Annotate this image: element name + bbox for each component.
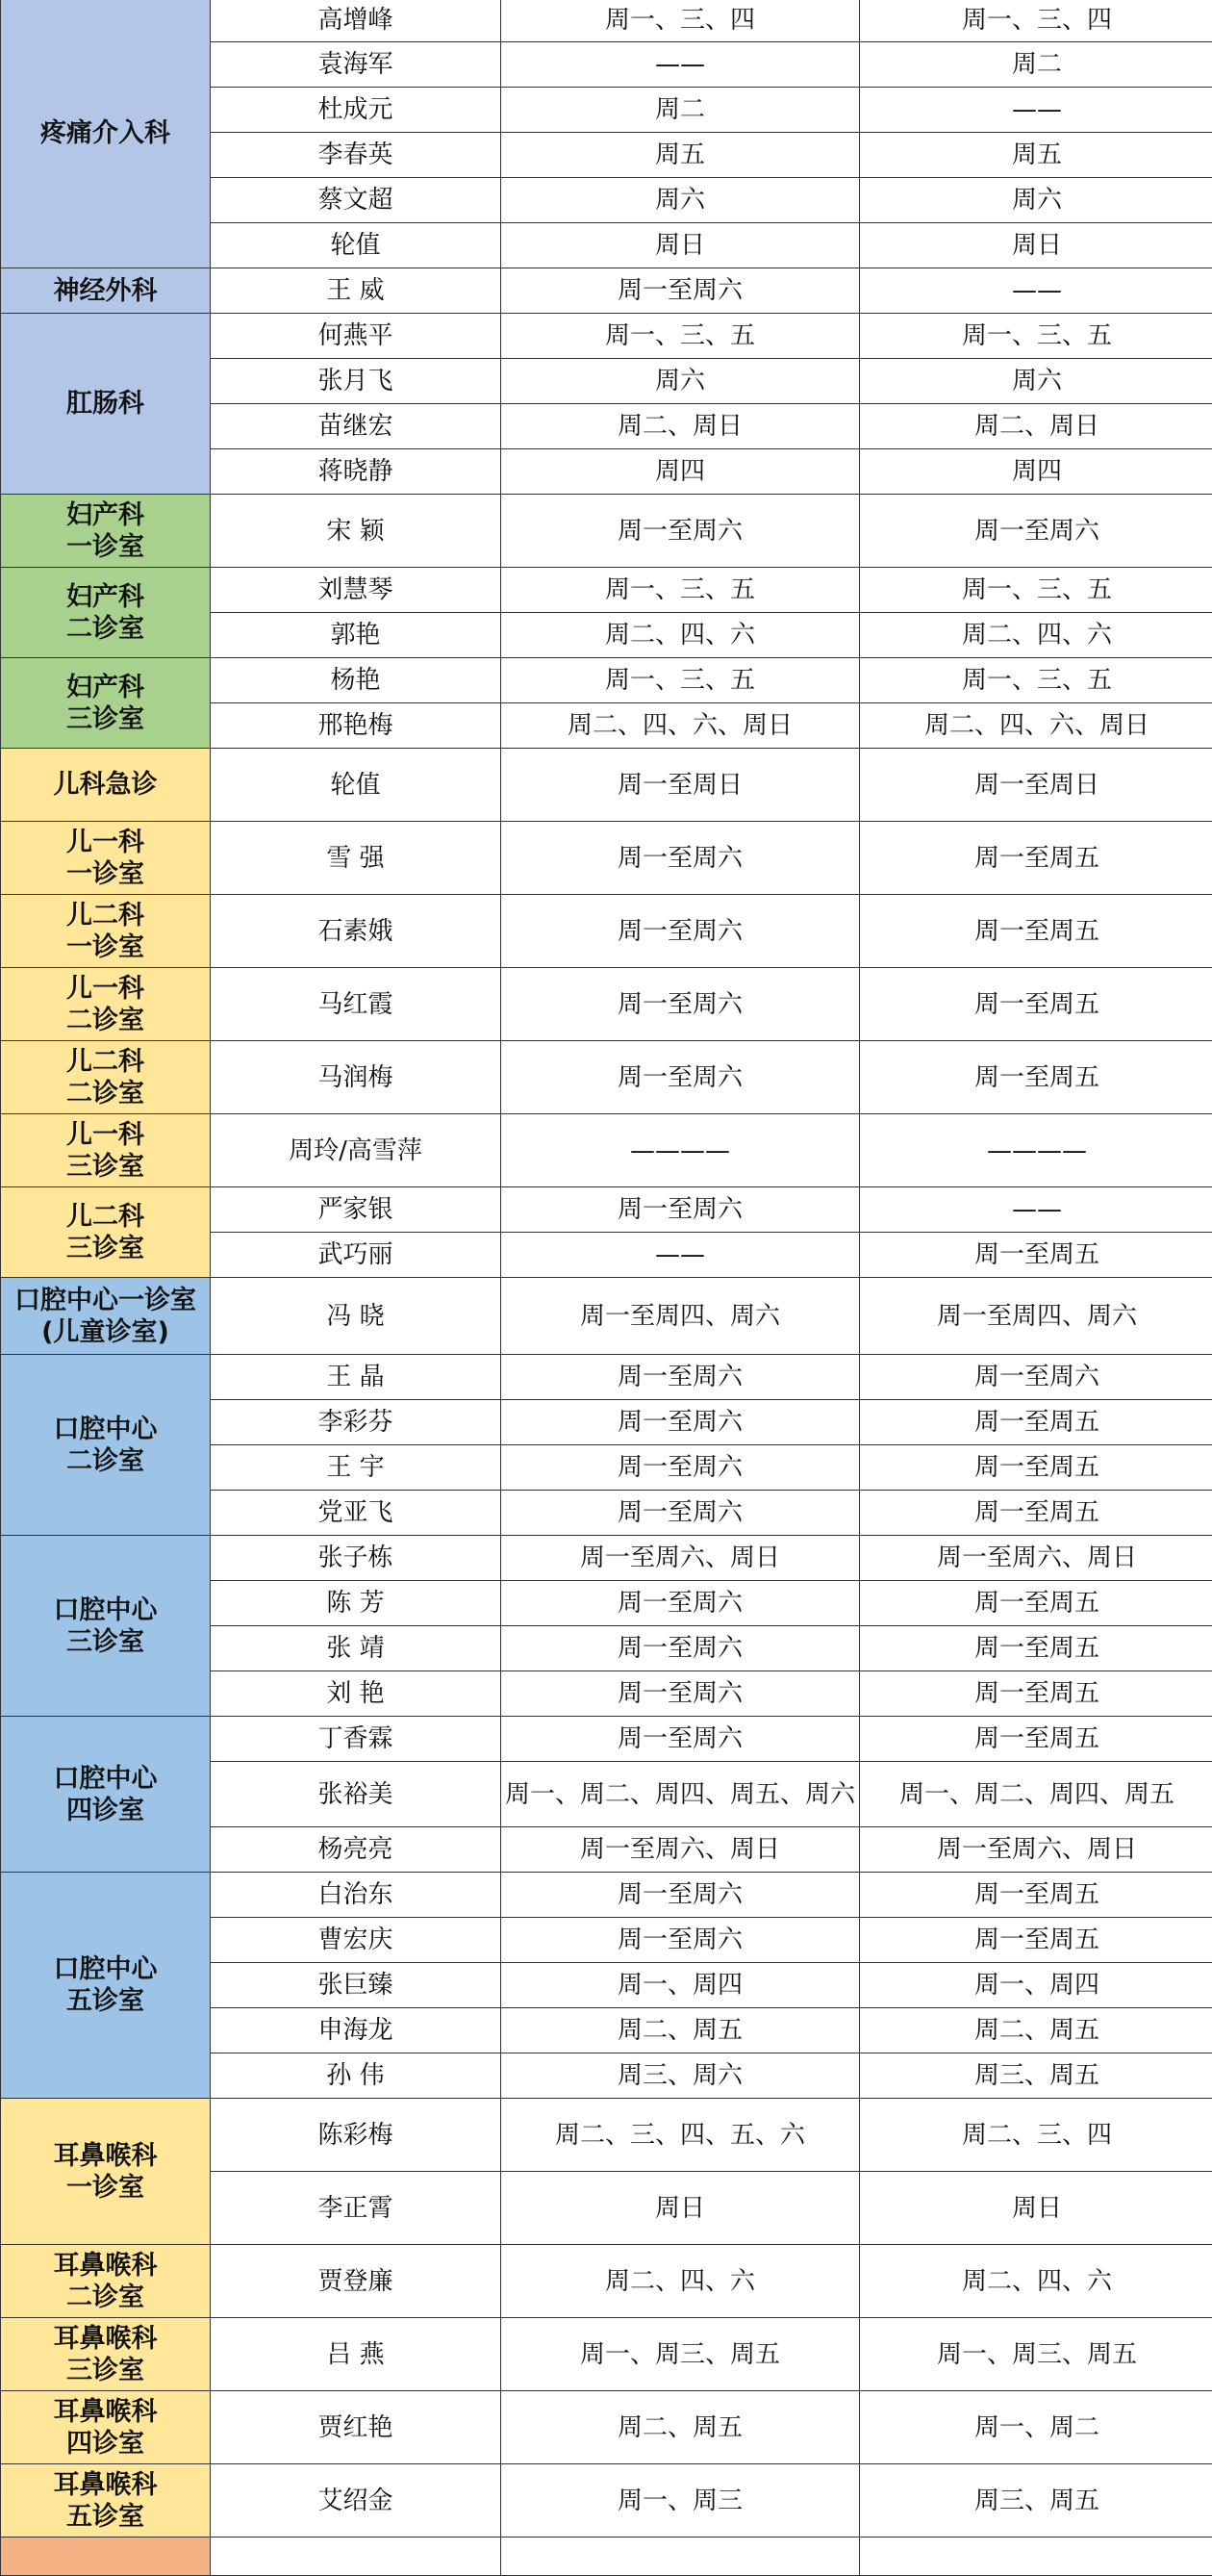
department-cell [1, 2538, 211, 2576]
doctor-name-cell: 马红霞 [211, 968, 501, 1041]
schedule-cell-1: 周一、三、四 [501, 0, 860, 42]
doctor-name-cell: 蒋晓静 [211, 449, 501, 495]
department-cell: 儿一科 一诊室 [1, 822, 211, 895]
department-cell: 儿一科 三诊室 [1, 1114, 211, 1187]
schedule-cell-1: 周五 [501, 133, 860, 178]
doctor-name-cell: 李彩芬 [211, 1400, 501, 1445]
schedule-cell-1: 周一至周六 [501, 1918, 860, 1963]
schedule-cell-2: 周一至周五 [860, 1233, 1212, 1278]
schedule-cell-2: 周一至周五 [860, 1717, 1212, 1762]
table-row [1, 314, 1212, 359]
schedule-cell-2: 周一至周五 [860, 1445, 1212, 1491]
schedule-cell-1: 周一、三、五 [501, 314, 860, 359]
schedule-cell-1: 周二 [501, 88, 860, 133]
schedule-cell-2: —— [860, 88, 1212, 133]
table-row [1, 968, 1212, 1041]
schedule-cell-1: 周一至周六 [501, 1445, 860, 1491]
department-cell: 儿一科 二诊室 [1, 968, 211, 1041]
doctor-name-cell: 吕 燕 [211, 2318, 501, 2391]
schedule-cell-1: 周一至周六 [501, 1355, 860, 1400]
schedule-cell-1: 周一、周三、周五 [501, 2318, 860, 2391]
department-cell: 疼痛介入科 [1, 0, 211, 268]
schedule-cell-1: 周二、周日 [501, 404, 860, 449]
department-cell: 耳鼻喉科 四诊室 [1, 2391, 211, 2464]
doctor-name-cell: 冯 晓 [211, 1278, 501, 1355]
schedule-cell-1: 周一至周六 [501, 1626, 860, 1671]
doctor-name-cell [211, 2538, 501, 2576]
schedule-cell-2: 周六 [860, 359, 1212, 404]
schedule-cell-2: 周一、三、五 [860, 658, 1212, 703]
doctor-name-cell: 陈彩梅 [211, 2099, 501, 2172]
doctor-name-cell: 郭艳 [211, 613, 501, 658]
schedule-cell-2: 周一、三、五 [860, 314, 1212, 359]
schedule-cell-2: 周二、四、六 [860, 2245, 1212, 2318]
doctor-name-cell: 蔡文超 [211, 178, 501, 223]
table-row [1, 2538, 1212, 2576]
schedule-cell-2: 周一、周二 [860, 2391, 1212, 2464]
schedule-cell-2: 周一至周五 [860, 1400, 1212, 1445]
doctor-name-cell: 宋 颖 [211, 495, 501, 568]
table-row [1, 1717, 1212, 1762]
table-row [1, 2464, 1212, 2538]
table-row [1, 2245, 1212, 2318]
doctor-name-cell: 袁海军 [211, 42, 501, 88]
schedule-cell-1: 周六 [501, 178, 860, 223]
schedule-cell-2: 周一、周三、周五 [860, 2318, 1212, 2391]
doctor-name-cell: 丁香霖 [211, 1717, 501, 1762]
schedule-cell-1: 周一至周六 [501, 968, 860, 1041]
schedule-cell-1: 周一、周四 [501, 1963, 860, 2008]
schedule-cell-2: 周一至周五 [860, 1918, 1212, 1963]
doctor-name-cell: 石素娥 [211, 895, 501, 968]
doctor-name-cell: 轮值 [211, 749, 501, 822]
schedule-cell-1: 周一至周六 [501, 1873, 860, 1918]
department-cell: 耳鼻喉科 一诊室 [1, 2099, 211, 2245]
schedule-cell-2: 周一至周六、周日 [860, 1827, 1212, 1873]
doctor-name-cell: 刘慧琴 [211, 568, 501, 613]
schedule-cell-1: 周二、周五 [501, 2008, 860, 2053]
schedule-cell-1: 周二、三、四、五、六 [501, 2099, 860, 2172]
doctor-name-cell: 张巨臻 [211, 1963, 501, 2008]
table-row [1, 2318, 1212, 2391]
doctor-name-cell: 武巧丽 [211, 1233, 501, 1278]
schedule-cell-1: 周一至周六 [501, 1717, 860, 1762]
department-cell: 儿二科 二诊室 [1, 1041, 211, 1114]
department-cell: 耳鼻喉科 三诊室 [1, 2318, 211, 2391]
schedule-cell-2: 周一至周六、周日 [860, 1536, 1212, 1581]
schedule-cell-1: 周四 [501, 449, 860, 495]
table-row [1, 0, 1212, 42]
schedule-cell-1: ———— [501, 1114, 860, 1187]
schedule-cell-1: 周一至周六 [501, 1491, 860, 1536]
doctor-name-cell: 轮值 [211, 223, 501, 268]
schedule-cell-2: 周一、三、五 [860, 568, 1212, 613]
department-cell: 儿二科 一诊室 [1, 895, 211, 968]
schedule-cell-1: 周一至周六 [501, 822, 860, 895]
schedule-cell-1: 周一至周六 [501, 1671, 860, 1717]
department-cell: 肛肠科 [1, 314, 211, 495]
department-cell: 耳鼻喉科 五诊室 [1, 2464, 211, 2538]
schedule-cell-1: 周一、三、五 [501, 568, 860, 613]
table-row [1, 268, 1212, 314]
doctor-name-cell: 张子栋 [211, 1536, 501, 1581]
schedule-cell-1: 周一至周六 [501, 895, 860, 968]
schedule-cell-2: 周二、四、六、周日 [860, 703, 1212, 749]
schedule-cell-2: 周二、周五 [860, 2008, 1212, 2053]
table-row [1, 495, 1212, 568]
schedule-cell-2: 周一、三、四 [860, 0, 1212, 42]
doctor-name-cell: 党亚飞 [211, 1491, 501, 1536]
doctor-name-cell: 曹宏庆 [211, 1918, 501, 1963]
schedule-cell-2: 周一至周五 [860, 1491, 1212, 1536]
schedule-cell-2: 周一至周四、周六 [860, 1278, 1212, 1355]
schedule-cell-1: 周六 [501, 359, 860, 404]
schedule-cell-1: 周三、周六 [501, 2053, 860, 2099]
department-cell: 妇产科 三诊室 [1, 658, 211, 749]
schedule-cell-2: 周五 [860, 133, 1212, 178]
schedule-cell-2: 周一至周五 [860, 1873, 1212, 1918]
doctor-name-cell: 严家银 [211, 1187, 501, 1233]
doctor-name-cell: 白治东 [211, 1873, 501, 1918]
table-row [1, 749, 1212, 822]
table-row [1, 2099, 1212, 2172]
doctor-name-cell: 刘 艳 [211, 1671, 501, 1717]
schedule-cell-1: 周二、周五 [501, 2391, 860, 2464]
schedule-cell-1: 周一至周六、周日 [501, 1827, 860, 1873]
doctor-name-cell: 王 威 [211, 268, 501, 314]
table-row [1, 1536, 1212, 1581]
department-cell: 妇产科 二诊室 [1, 568, 211, 658]
schedule-cell-2: 周一、周二、周四、周五 [860, 1762, 1212, 1827]
schedule-cell-2: 周一至周六 [860, 495, 1212, 568]
schedule-cell-2: 周一至周五 [860, 1626, 1212, 1671]
schedule-cell-2: 周日 [860, 2172, 1212, 2245]
schedule-cell-2: 周三、周五 [860, 2053, 1212, 2099]
doctor-name-cell: 杜成元 [211, 88, 501, 133]
schedule-cell-2: 周三、周五 [860, 2464, 1212, 2538]
table-row [1, 2391, 1212, 2464]
schedule-cell-1: 周一至周日 [501, 749, 860, 822]
schedule-cell-2: 周一、周四 [860, 1963, 1212, 2008]
schedule-cell-1: 周一至周六 [501, 495, 860, 568]
doctor-name-cell: 邢艳梅 [211, 703, 501, 749]
schedule-cell-1: —— [501, 1233, 860, 1278]
doctor-name-cell: 李春英 [211, 133, 501, 178]
schedule-cell-2: 周日 [860, 223, 1212, 268]
schedule-cell-2: —— [860, 1187, 1212, 1233]
schedule-cell-1: 周一至周四、周六 [501, 1278, 860, 1355]
schedule-cell-2: 周一至周五 [860, 1581, 1212, 1626]
doctor-name-cell: 张月飞 [211, 359, 501, 404]
schedule-cell-1: 周一至周六 [501, 1581, 860, 1626]
doctor-name-cell: 杨亮亮 [211, 1827, 501, 1873]
schedule-cell-1: —— [501, 42, 860, 88]
schedule-cell-2 [860, 2538, 1212, 2576]
schedule-cell-1: 周一、周三 [501, 2464, 860, 2538]
table-row [1, 1355, 1212, 1400]
doctor-name-cell: 苗继宏 [211, 404, 501, 449]
doctor-name-cell: 张裕美 [211, 1762, 501, 1827]
doctor-name-cell: 何燕平 [211, 314, 501, 359]
doctor-name-cell: 孙 伟 [211, 2053, 501, 2099]
schedule-cell-1: 周二、四、六、周日 [501, 703, 860, 749]
department-cell: 口腔中心 三诊室 [1, 1536, 211, 1717]
doctor-name-cell: 马润梅 [211, 1041, 501, 1114]
doctor-name-cell: 张 靖 [211, 1626, 501, 1671]
schedule-cell-1: 周一、周二、周四、周五、周六 [501, 1762, 860, 1827]
doctor-name-cell: 周玲/高雪萍 [211, 1114, 501, 1187]
table-row [1, 822, 1212, 895]
doctor-name-cell: 李正霄 [211, 2172, 501, 2245]
department-cell: 口腔中心一诊室 (儿童诊室) [1, 1278, 211, 1355]
schedule-cell-2: 周一至周五 [860, 895, 1212, 968]
schedule-cell-2: 周一至周五 [860, 968, 1212, 1041]
schedule-cell-1: 周二、四、六 [501, 613, 860, 658]
schedule-cell-2: —— [860, 268, 1212, 314]
schedule-cell-2: 周一至周日 [860, 749, 1212, 822]
schedule-cell-1: 周日 [501, 223, 860, 268]
doctor-name-cell: 王 宇 [211, 1445, 501, 1491]
table-row [1, 658, 1212, 703]
schedule-cell-2: 周二、四、六 [860, 613, 1212, 658]
department-cell: 口腔中心 二诊室 [1, 1355, 211, 1536]
department-cell: 儿二科 三诊室 [1, 1187, 211, 1278]
schedule-cell-1 [501, 2538, 860, 2576]
doctor-name-cell: 陈 芳 [211, 1581, 501, 1626]
schedule-cell-1: 周一、三、五 [501, 658, 860, 703]
department-cell: 口腔中心 四诊室 [1, 1717, 211, 1873]
schedule-cell-2: ———— [860, 1114, 1212, 1187]
schedule-cell-1: 周一至周六 [501, 1400, 860, 1445]
department-cell: 口腔中心 五诊室 [1, 1873, 211, 2099]
table-row [1, 1873, 1212, 1918]
doctor-name-cell: 申海龙 [211, 2008, 501, 2053]
schedule-cell-1: 周一至周六、周日 [501, 1536, 860, 1581]
department-cell: 耳鼻喉科 二诊室 [1, 2245, 211, 2318]
department-cell: 妇产科 一诊室 [1, 495, 211, 568]
schedule-cell-2: 周一至周五 [860, 822, 1212, 895]
schedule-cell-2: 周二、周日 [860, 404, 1212, 449]
schedule-cell-1: 周一至周六 [501, 1187, 860, 1233]
schedule-cell-2: 周二 [860, 42, 1212, 88]
schedule-cell-2: 周一至周五 [860, 1671, 1212, 1717]
schedule-cell-2: 周二、三、四 [860, 2099, 1212, 2172]
doctor-name-cell: 贾登廉 [211, 2245, 501, 2318]
doctor-name-cell: 王 晶 [211, 1355, 501, 1400]
schedule-cell-1: 周二、四、六 [501, 2245, 860, 2318]
table-row [1, 1114, 1212, 1187]
table-row [1, 1278, 1212, 1355]
doctor-name-cell: 艾绍金 [211, 2464, 501, 2538]
doctor-name-cell: 杨艳 [211, 658, 501, 703]
department-cell: 儿科急诊 [1, 749, 211, 822]
schedule-cell-2: 周六 [860, 178, 1212, 223]
schedule-cell-1: 周一至周六 [501, 1041, 860, 1114]
doctor-name-cell: 高增峰 [211, 0, 501, 42]
schedule-cell-2: 周一至周五 [860, 1041, 1212, 1114]
doctor-name-cell: 雪 强 [211, 822, 501, 895]
schedule-body [1, 0, 1212, 2576]
table-row [1, 1187, 1212, 1233]
schedule-cell-2: 周四 [860, 449, 1212, 495]
schedule-cell-1: 周日 [501, 2172, 860, 2245]
table-row [1, 1041, 1212, 1114]
schedule-cell-2: 周一至周六 [860, 1355, 1212, 1400]
department-cell: 神经外科 [1, 268, 211, 314]
table-row [1, 895, 1212, 968]
schedule-cell-1: 周一至周六 [501, 268, 860, 314]
table-row [1, 568, 1212, 613]
doctor-name-cell: 贾红艳 [211, 2391, 501, 2464]
